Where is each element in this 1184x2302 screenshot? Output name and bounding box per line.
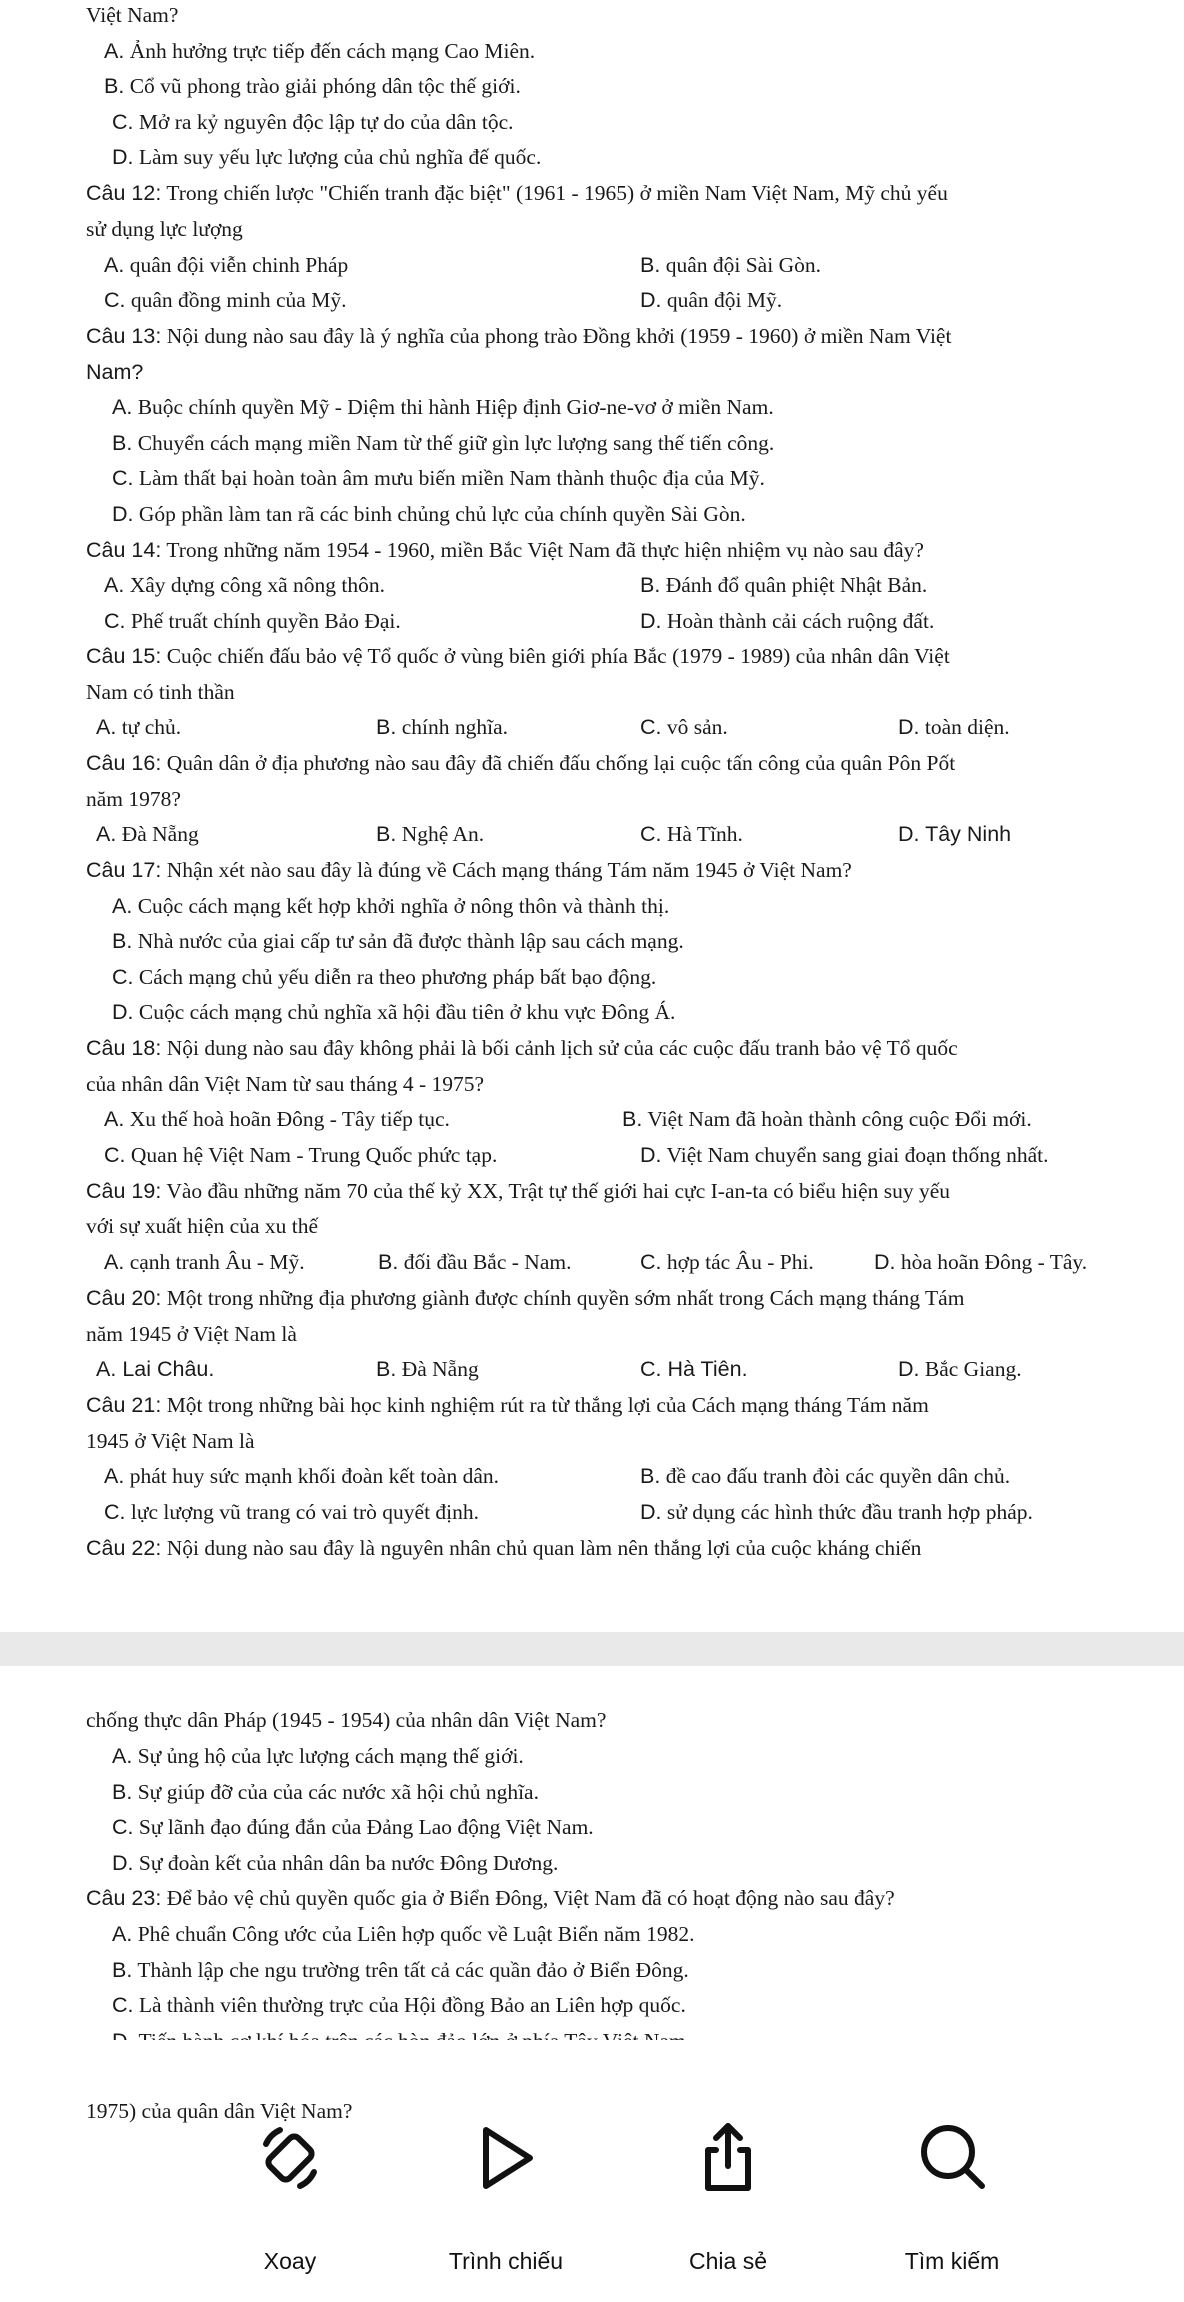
question-22: Câu 22: Nội dung nào sau đây là nguyên nhân chủ quan làm nên thắng lợi của cuộc kháng chiến [86,1536,922,1560]
q18-option-a[interactable]: A. Xu thế hoà hoãn Đông - Tây tiếp tục. [104,1107,450,1131]
q12-option-a[interactable]: A. quân đội viễn chinh Pháp [104,253,349,277]
q14-option-c[interactable]: C. Phế truất chính quyền Bảo Đại. [104,609,401,633]
q20-option-a[interactable]: A. Lai Châu. [96,1357,215,1381]
slideshow-label: Trình chiếu [448,2248,564,2274]
q18-option-b[interactable]: B. Việt Nam đã hoàn thành công cuộc Đổi mới. [622,1107,1032,1131]
q19-option-a[interactable]: A. cạnh tranh Âu - Mỹ. [104,1250,305,1274]
question-number: Câu 19: [86,1179,162,1203]
q13-option-d[interactable]: D. Góp phần làm tan rã các binh chủng chủ lực của chính quyền Sài Gòn. [112,502,746,526]
question-number: Câu 18: [86,1036,162,1060]
q16-option-a[interactable]: A. Đà Nẵng [96,822,199,846]
question-number: Câu 14: [86,538,162,562]
q13-option-b[interactable]: B. Chuyển cách mạng miền Nam từ thế giữ gìn lực lượng sang thế tiến công. [112,431,775,455]
q19-option-c[interactable]: C. hợp tác Âu - Phi. [640,1250,814,1274]
question-number: Câu 20: [86,1286,162,1310]
q15-option-a[interactable]: A. tự chủ. [96,715,182,739]
q21-option-b[interactable]: B. đề cao đấu tranh đòi các quyền dân chủ. [640,1464,1011,1488]
q17-option-d[interactable]: D. Cuộc cách mạng chủ nghĩa xã hội đầu tiên ở khu vực Đông Á. [112,1000,676,1024]
question-16: Câu 16: Quân dân ở địa phương nào sau đây đã chiến đấu chống lại cuộc tấn công của quân Pôn Pốt [86,751,956,775]
q23-option-c[interactable]: C. Là thành viên thường trực của Hội đồng Bảo an Liên hợp quốc. [112,1993,686,2017]
question-number: Câu 15: [86,644,162,668]
question-17: Câu 17: Nhận xét nào sau đây là đúng về Cách mạng tháng Tám năm 1945 ở Việt Nam? [86,858,852,882]
q21-option-a[interactable]: A. phát huy sức mạnh khối đoàn kết toàn dân. [104,1464,500,1488]
question-20-line2: năm 1945 ở Việt Nam là [86,1322,297,1346]
q22-option-c[interactable]: C. Sự lãnh đạo đúng đắn của Đảng Lao động Việt Nam. [112,1815,594,1839]
q19-option-d[interactable]: D. hòa hoãn Đông - Tây. [874,1250,1088,1274]
question-18: Câu 18: Nội dung nào sau đây không phải là bối cảnh lịch sử của các cuộc đấu tranh bảo vệ Tổ quốc [86,1036,958,1060]
q20-option-b[interactable]: B. Đà Nẵng [376,1357,479,1381]
question-number: Câu 13: [86,324,162,348]
q17-option-a[interactable]: A. Cuộc cách mạng kết hợp khởi nghĩa ở nông thôn và thành thị. [112,894,670,918]
q21-option-c[interactable]: C. lực lượng vũ trang có vai trò quyết định. [104,1500,480,1524]
q22-option-a[interactable]: A. Sự ủng hộ của lực lượng cách mạng thế giới. [112,1744,524,1768]
q12-option-b[interactable]: B. quân đội Sài Gòn. [640,253,821,277]
question-13-line2: Nam? [86,360,144,384]
question-18-line2: của nhân dân Việt Nam từ sau tháng 4 - 1975? [86,1072,485,1096]
question-11-tail: Việt Nam? [86,3,179,27]
question-21-line2: 1945 ở Việt Nam là [86,1429,255,1453]
q12-option-d[interactable]: D. quân đội Mỹ. [640,288,783,312]
q17-option-b[interactable]: B. Nhà nước của giai cấp tư sản đã được thành lập sau cách mạng. [112,929,684,953]
share-label: Chia sẻ [689,2248,767,2274]
question-number: Câu 12: [86,181,162,205]
question-number: Câu 16: [86,751,162,775]
slideshow-button[interactable] [406,2040,606,2302]
question-number: Câu 22: [86,1536,162,1560]
question-15: Câu 15: Cuộc chiến đấu bảo vệ Tổ quốc ở vùng biên giới phía Bắc (1979 - 1989) của nhân dân Việt [86,644,950,668]
q18-option-d[interactable]: D. Việt Nam chuyển sang giai đoạn thống nhất. [640,1143,1049,1167]
q16-option-d[interactable]: D. Tây Ninh [898,822,1012,846]
q14-option-d[interactable]: D. Hoàn thành cải cách ruộng đất. [640,609,935,633]
q22-option-d[interactable]: D. Sự đoàn kết của nhân dân ba nước Đông Dương. [112,1851,559,1875]
q16-option-b[interactable]: B. Nghệ An. [376,822,485,846]
q14-option-a[interactable]: A. Xây dựng công xã nông thôn. [104,573,385,597]
q23-option-b[interactable]: B. Thành lập che ngu trường trên tất cả các quần đảo ở Biển Đông. [112,1958,689,1982]
q11-option-b[interactable]: B. Cổ vũ phong trào giải phóng dân tộc thế giới. [104,74,521,98]
question-12-line2: sử dụng lực lượng [86,217,243,241]
question-15-line2: Nam có tinh thần [86,680,235,704]
q17-option-c[interactable]: C. Cách mạng chủ yếu diễn ra theo phương pháp bất bạo động. [112,965,657,989]
q19-option-b[interactable]: B. đối đầu Bắc - Nam. [378,1250,572,1274]
question-number: Câu 21: [86,1393,162,1417]
play-icon [468,2120,544,2196]
bottom-toolbar [0,2040,1184,2302]
q16-option-c[interactable]: C. Hà Tĩnh. [640,822,743,846]
q13-option-c[interactable]: C. Làm thất bại hoàn toàn âm mưu biến miền Nam thành thuộc địa của Mỹ. [112,466,765,490]
question-20: Câu 20: Một trong những địa phương giành được chính quyền sớm nhất trong Cách mạng tháng Tám [86,1286,965,1310]
q11-option-a[interactable]: A. Ảnh hưởng trực tiếp đến cách mạng Cao Miên. [104,39,536,63]
question-21: Câu 21: Một trong những bài học kinh nghiệm rút ra từ thắng lợi của Cách mạng tháng Tám năm [86,1393,929,1417]
q18-option-c[interactable]: C. Quan hệ Việt Nam - Trung Quốc phức tạp. [104,1143,498,1167]
search-button[interactable] [852,2040,1052,2302]
share-icon [690,2120,766,2196]
question-16-line2: năm 1978? [86,787,181,811]
question-number: Câu 23: [86,1886,162,1910]
rotate-icon [252,2120,328,2196]
q21-option-d[interactable]: D. sử dụng các hình thức đầu tranh hợp pháp. [640,1500,1033,1524]
question-number: Câu 17: [86,858,162,882]
rotate-button[interactable] [190,2040,390,2302]
question-23: Câu 23: Để bảo vệ chủ quyền quốc gia ở Biển Đông, Việt Nam đã có hoạt động nào sau đây? [86,1886,895,1910]
q22-option-b[interactable]: B. Sự giúp đỡ của của các nước xã hội chủ nghĩa. [112,1780,539,1804]
q11-option-c[interactable]: C. Mở ra kỷ nguyên độc lập tự do của dân tộc. [112,110,514,134]
q20-option-d[interactable]: D. Bắc Giang. [898,1357,1022,1381]
question-19: Câu 19: Vào đầu những năm 70 của thế kỷ XX, Trật tự thế giới hai cực I-an-ta có biểu hiện suy yếu [86,1179,951,1203]
q13-option-a[interactable]: A. Buộc chính quyền Mỹ - Diệm thi hành Hiệp định Giơ-ne-vơ ở miền Nam. [112,395,774,419]
question-19-line2: với sự xuất hiện của xu thế [86,1214,318,1238]
q23-option-a[interactable]: A. Phê chuẩn Công ước của Liên hợp quốc về Luật Biển năm 1982. [112,1922,695,1946]
page-separator [0,1632,1184,1666]
q20-option-c[interactable]: C. Hà Tiên. [640,1357,748,1381]
q15-option-b[interactable]: B. chính nghĩa. [376,715,508,739]
question-14: Câu 14: Trong những năm 1954 - 1960, miền Bắc Việt Nam đã thực hiện nhiệm vụ nào sau đây? [86,538,924,562]
q14-option-b[interactable]: B. Đánh đổ quân phiệt Nhật Bản. [640,573,928,597]
q15-option-d[interactable]: D. toàn diện. [898,715,1010,739]
search-icon [914,2120,990,2196]
q15-option-c[interactable]: C. vô sản. [640,715,728,739]
q12-option-c[interactable]: C. quân đồng minh của Mỹ. [104,288,347,312]
document-page-2 [0,1666,1184,2036]
q11-option-d[interactable]: D. Làm suy yếu lực lượng của chủ nghĩa đế quốc. [112,145,542,169]
question-12: Câu 12: Trong chiến lược "Chiến tranh đặc biệt" (1961 - 1965) ở miền Nam Việt Nam, Mỹ chủ yếu [86,181,948,205]
question-22-continued: chống thực dân Pháp (1945 - 1954) của nhân dân Việt Nam? [86,1708,607,1732]
share-button[interactable] [628,2040,828,2302]
rotate-label: Xoay [263,2248,317,2274]
question-13: Câu 13: Nội dung nào sau đây là ý nghĩa của phong trào Đồng khởi (1959 - 1960) ở miền Nam Việt [86,324,952,348]
question-24-line2: 1975) của quân dân Việt Nam? [86,2099,353,2123]
search-label: Tìm kiếm [904,2248,1000,2274]
